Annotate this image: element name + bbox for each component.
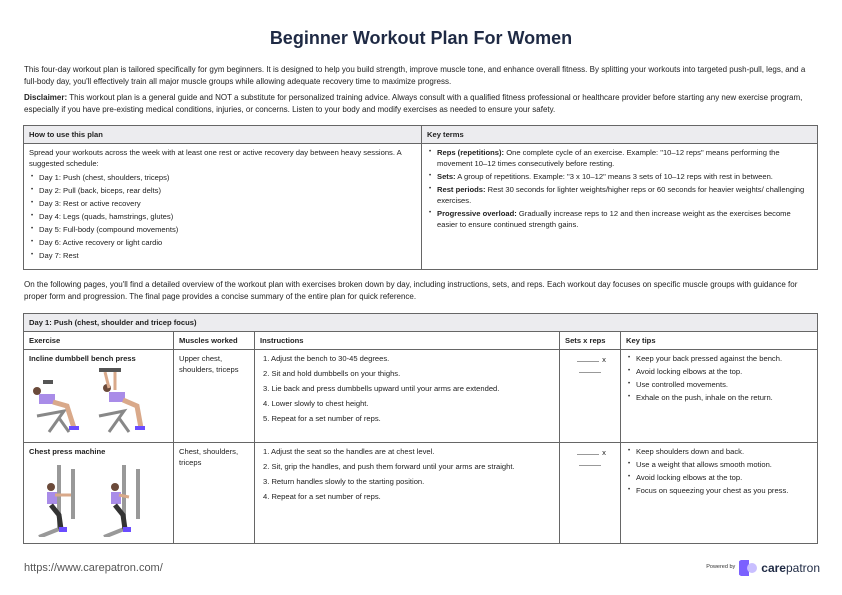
tip-item: • Avoid locking elbows at the top.: [626, 472, 812, 483]
plan-info-table: [23, 125, 818, 270]
key-terms-cell: [422, 144, 818, 270]
instruction-step: 5. Repeat for a set number of reps.: [263, 414, 381, 423]
how-to-cell: [24, 144, 422, 270]
col-tips: Key tips: [621, 332, 818, 350]
key-terms-list: [427, 147, 812, 230]
col-instructions: Instructions: [255, 332, 560, 350]
term: Reps (repetitions):: [437, 148, 505, 157]
term: Rest periods:: [437, 185, 486, 194]
key-term-item: [427, 171, 812, 182]
exercise-name: Incline dumbbell bench press: [29, 354, 136, 363]
disclaimer-paragraph: [24, 92, 820, 116]
sets-reps-field[interactable]: [560, 443, 621, 544]
tip-item: • Keep your back pressed against the bench.: [626, 353, 812, 364]
key-term-item: [427, 208, 812, 230]
col-exercise: Exercise: [24, 332, 174, 350]
key-term-item: [427, 147, 812, 169]
instruction-step: 2. Sit, grip the handles, and push them forward until your arms are straight.: [263, 462, 515, 471]
how-to-header: How to use this plan: [24, 126, 422, 144]
definition: A group of repetitions. Example: "3 x 10–12" means 3 sets of 10–12 reps with rest in between.: [455, 172, 773, 181]
tips-cell: [621, 350, 818, 443]
incline-press-illustration: [29, 366, 149, 436]
powered-by-brand: [706, 560, 820, 576]
tip-item: • Use a weight that allows smooth motion.: [626, 459, 812, 470]
schedule-item: • Day 5: Full-body (compound movements): [29, 224, 416, 235]
disclaimer-label: Disclaimer:: [24, 93, 68, 102]
key-terms-header: Key terms: [422, 126, 818, 144]
table-row: [24, 350, 818, 443]
schedule-list: [29, 172, 416, 261]
definition: One complete cycle of an exercise. Example: "10–12 reps" means performing the movement 10–12 times consecutively before resting.: [437, 148, 780, 168]
instructions-cell: [255, 350, 560, 443]
instruction-step: 1. Adjust the bench to 30-45 degrees.: [263, 354, 390, 363]
sets-separator: x: [602, 355, 606, 364]
instruction-step: 4. Repeat for a set number of reps.: [263, 492, 381, 501]
tip-item: • Use controlled movements.: [626, 379, 812, 390]
brand-bold: care: [761, 561, 786, 575]
instruction-step: 3. Lie back and press dumbbells upward until your arms are extended.: [263, 384, 500, 393]
tip-item: • Focus on squeezing your chest as you press.: [626, 485, 812, 496]
instruction-step: 4. Lower slowly to chest height.: [263, 399, 369, 408]
instructions-cell: [255, 443, 560, 544]
sets-reps-field[interactable]: [560, 350, 621, 443]
powered-by-text: Powered by: [706, 564, 736, 571]
brand-name: [761, 560, 820, 576]
schedule-item: • Day 7: Rest: [29, 250, 416, 261]
col-sets: Sets x reps: [560, 332, 621, 350]
instruction-step: 3. Return handles slowly to the starting position.: [263, 477, 425, 486]
intro-paragraph: This four-day workout plan is tailored specifically for gym beginners. It is designed to help you build strength, improve muscle tone, and enhance overall fitness. By splitting your workouts into targeted push-pull, legs, and a full-body day, you'll effectively train all major muscle groups while allowing adequate recovery time to maximize progress.: [24, 65, 806, 86]
definition: Rest 30 seconds for lighter weights/higher reps or 60 seconds for heavier weights/ challenging exercises.: [437, 185, 805, 205]
instruction-step: 2. Sit and hold dumbbells on your thighs.: [263, 369, 401, 378]
instruction-step: 1. Adjust the seat so the handles are at chest level.: [263, 447, 435, 456]
exercise-name: Chest press machine: [29, 447, 106, 456]
tip-item: • Avoid locking elbows at the top.: [626, 366, 812, 377]
carepatron-logo-icon: [739, 560, 757, 576]
col-muscles: Muscles worked: [174, 332, 255, 350]
term: Sets:: [437, 172, 456, 181]
muscles-cell: Chest, shoulders, triceps: [174, 443, 255, 544]
how-to-text: Spread your workouts across the week with at least one rest or active recovery day between heavy sessions. A suggested schedule:: [29, 148, 402, 168]
tip-item: • Keep shoulders down and back.: [626, 446, 812, 457]
schedule-item: • Day 2: Pull (back, biceps, rear delts): [29, 185, 416, 196]
carepatron-link[interactable]: https://www.carepatron.com/: [24, 562, 163, 574]
overview-paragraph: On the following pages, you'll find a detailed overview of the workout plan with exercises broken down by day, including instructions, sets, and reps. Each workout day focuses on specific muscle groups with guidance for proper form and progression. The final page provides a concise summary of the entire plan for quick reference.: [24, 280, 798, 301]
sets-separator: x: [602, 448, 606, 457]
schedule-item: • Day 1: Push (chest, shoulders, triceps): [29, 172, 416, 183]
key-term-item: [427, 184, 812, 206]
schedule-item: • Day 4: Legs (quads, hamstrings, glutes): [29, 211, 416, 222]
day1-title: Day 1: Push (chest, shoulder and tricep focus): [24, 314, 818, 332]
page-title: Beginner Workout Plan For Women: [269, 28, 573, 48]
schedule-item: • Day 6: Active recovery or light cardio: [29, 237, 416, 248]
chest-press-illustration: [29, 459, 149, 537]
exercise-cell: [24, 443, 174, 544]
exercise-cell: [24, 350, 174, 443]
tips-cell: [621, 443, 818, 544]
definition: Gradually increase reps to 12 and then increase weight as the exercises become easier to ensure continued strength gains.: [437, 209, 791, 229]
tip-item: • Exhale on the push, inhale on the return.: [626, 392, 812, 403]
disclaimer-text: This workout plan is a general guide and NOT a substitute for personalized training advice. Always consult with a qualified fitness professional or healthcare provider before starting any new exercise program, especially if you have pre-existing medical conditions, injuries, or concerns. Listen to your body and modify exercises as needed to ensure your safety.: [24, 93, 803, 114]
day1-table: [23, 313, 818, 544]
term: Progressive overload:: [437, 209, 517, 218]
muscles-cell: Upper chest, shoulders, triceps: [174, 350, 255, 443]
table-row: [24, 443, 818, 544]
schedule-item: • Day 3: Rest or active recovery: [29, 198, 416, 209]
brand-rest: patron: [785, 561, 820, 575]
